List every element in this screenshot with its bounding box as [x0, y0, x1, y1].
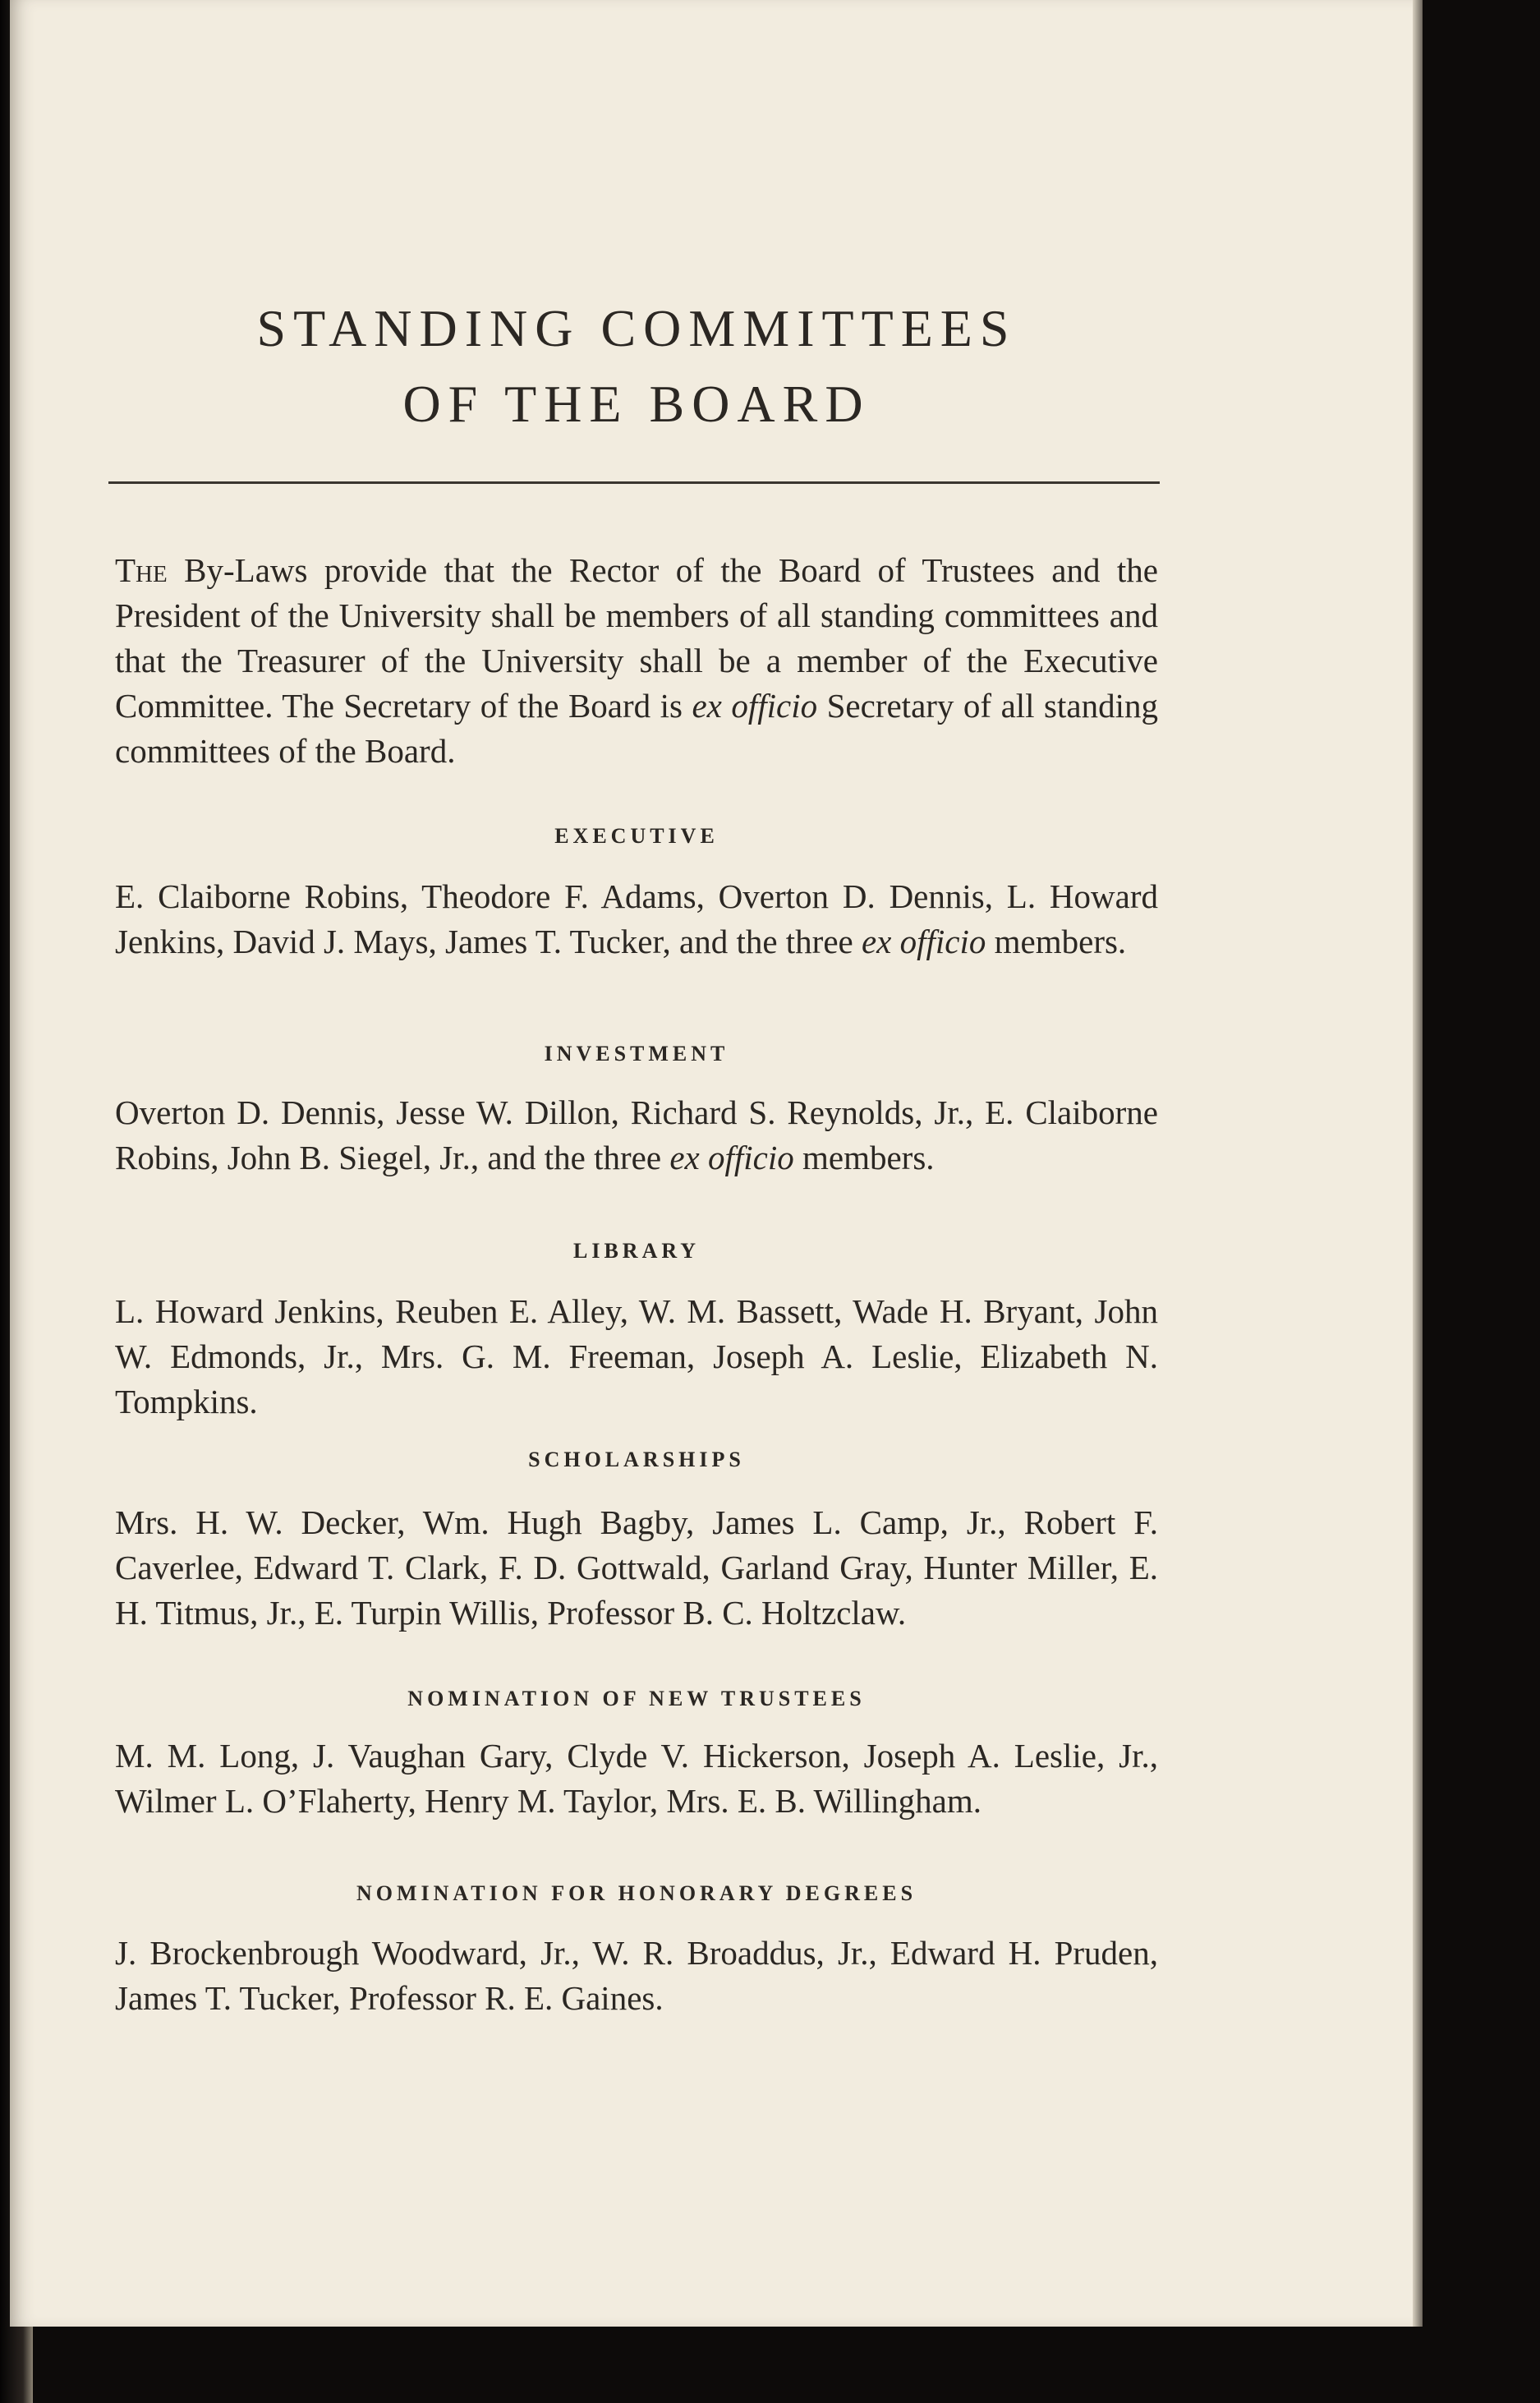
page-title-line-2: OF THE BOARD — [402, 375, 871, 433]
heading-executive: EXECUTIVE — [554, 824, 719, 848]
members-executive-tail: members. — [986, 923, 1127, 960]
intro-lead-word: The — [115, 551, 168, 589]
page-edge — [1413, 0, 1423, 2327]
page-title-line-1: STANDING COMMITTEES — [256, 299, 1017, 357]
members-scholarships: Mrs. H. W. Decker, Wm. Hugh Bagby, James L. Camp, Jr., Robert F. Caverlee, Edward T. Clark, F. D. Gottwald, Garland Gray, Hunter Miller, E. H. Titmus, Jr., E. Turpin Willis, Professor B. C. Holtzclaw. — [115, 1503, 1158, 1632]
intro-paragraph — [115, 548, 1158, 774]
heading-investment: INVESTMENT — [544, 1042, 729, 1066]
title-divider — [108, 481, 1160, 484]
members-executive-italic: ex officio — [861, 923, 986, 960]
intro-text-2: Secretary of all standing committees of the Board. — [115, 687, 1158, 770]
members-nomination-honorary-degrees: J. Brockenbrough Woodward, Jr., W. R. Broaddus, Jr., Edward H. Pruden, James T. Tucker, Professor R. E. Gaines. — [115, 1934, 1158, 2017]
intro-text-1: By-Laws provide that the Rector of the Board of Trustees and the President of the University shall be members of all standing committees and that the Treasurer of the University shall be a member of the Executive Committee. The Secretary of the Board is — [115, 551, 1158, 725]
heading-library: LIBRARY — [573, 1239, 700, 1263]
intro-italic: ex officio — [692, 687, 818, 725]
members-investment-italic: ex officio — [669, 1139, 794, 1176]
members-investment-text: Overton D. Dennis, Jesse W. Dillon, Richard S. Reynolds, Jr., E. Claiborne Robins, John B. Siegel, Jr., and the three — [115, 1093, 1158, 1176]
members-nomination-new-trustees: M. M. Long, J. Vaughan Gary, Clyde V. Hickerson, Joseph A. Leslie, Jr., Wilmer L. O’Flaherty, Henry M. Taylor, Mrs. E. B. Willingham. — [115, 1737, 1158, 1820]
members-executive-text: E. Claiborne Robins, Theodore F. Adams, Overton D. Dennis, L. Howard Jenkins, David J. Mays, James T. Tucker, and the three — [115, 877, 1158, 960]
heading-nomination-honorary-degrees: NOMINATION FOR HONORARY DEGREES — [356, 1881, 917, 1905]
members-library: L. Howard Jenkins, Reuben E. Alley, W. M. Bassett, Wade H. Bryant, John W. Edmonds, Jr., Mrs. G. M. Freeman, Joseph A. Leslie, Elizabeth N. Tompkins. — [115, 1292, 1158, 1420]
members-investment — [115, 1090, 1158, 1181]
heading-scholarships: SCHOLARSHIPS — [528, 1448, 745, 1471]
members-investment-tail: members. — [793, 1139, 935, 1176]
heading-nomination-new-trustees: NOMINATION OF NEW TRUSTEES — [407, 1687, 866, 1710]
members-executive — [115, 874, 1158, 964]
